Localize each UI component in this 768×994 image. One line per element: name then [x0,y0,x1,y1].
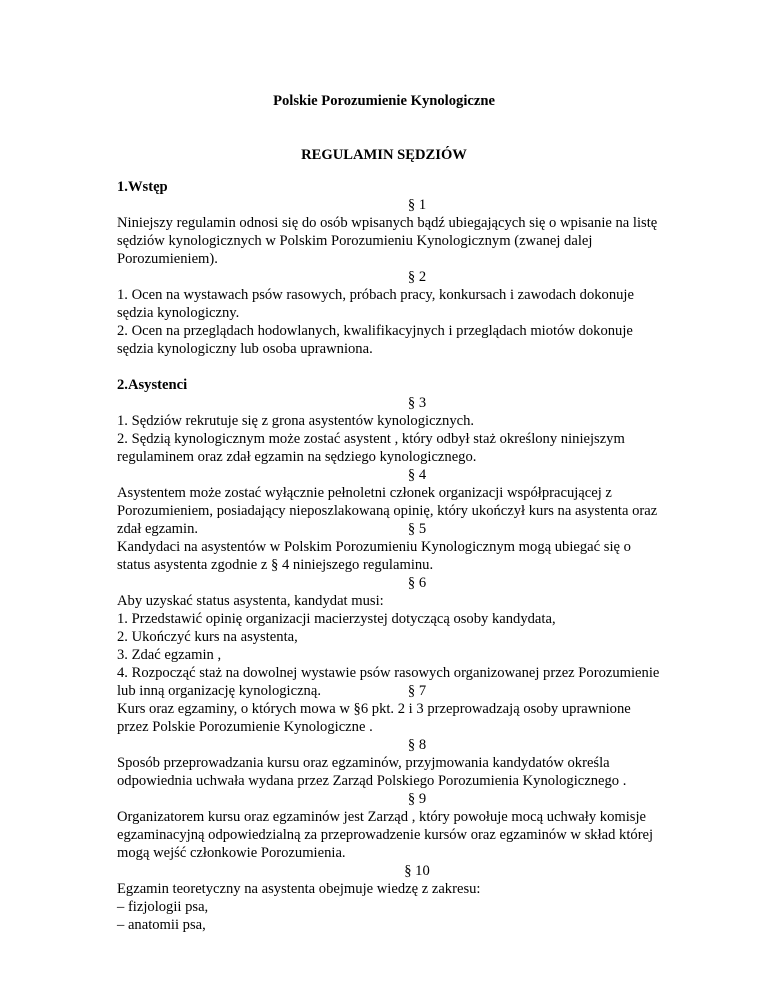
paragraph-mark-4: § 4 [407,467,427,483]
text-line: 3. Zdać egzamin , [117,647,222,663]
text-line: Organizatorem kursu oraz egzaminów jest Zarząd , który powołuje mocą uchwały komisje [117,809,646,825]
paragraph-mark-1: § 1 [407,197,427,213]
paragraph-mark-2: § 2 [407,269,427,285]
text-line: 1. Ocen na wystawach psów rasowych, próbach pracy, konkursach i zawodach dokonuje [117,287,634,303]
section-heading-assistants: 2.Asystenci [117,377,188,393]
paragraph-mark-7: § 7 [407,683,427,699]
text-line: 2. Ukończyć kurs na asystenta, [117,629,298,645]
paragraph-mark-3: § 3 [407,395,427,411]
org-name: Polskie Porozumienie Kynologiczne [273,93,495,109]
text-line: przez Polskie Porozumienie Kynologiczne . [117,719,373,735]
text-line: Porozumieniem). [117,251,218,267]
text-line: Sposób przeprowadzania kursu oraz egzaminów, przyjmowania kandydatów określa [117,755,610,771]
text-line: Asystentem może zostać wyłącznie pełnoletni członek organizacji współpracującej z [117,485,612,501]
section-heading-intro: 1.Wstęp [117,179,168,195]
text-line: sędzia kynologiczny. [117,305,240,321]
text-line: regulaminem oraz zdał egzamin na sędziego kynologicznego. [117,449,477,465]
text-line: 2. Sędzią kynologicznym może zostać asystent , który odbył staż określony niniejszym [117,431,625,447]
text-line: – fizjologii psa, [117,899,209,915]
text-line: 1. Sędziów rekrutuje się z grona asystentów kynologicznych. [117,413,475,429]
paragraph-mark-8: § 8 [407,737,427,753]
paragraph-body-5 [117,538,707,574]
text-line: egzaminacyjną odpowiedzialną za przeprowadzenie kursów oraz egzaminów w skład której [117,827,654,843]
paragraph-mark-5: § 5 [407,521,427,537]
text-line: 2. Ocen na przeglądach hodowlanych, kwalifikacyjnych i przeglądach miotów dokonuje [117,323,633,339]
paragraph-body-3 [117,412,707,466]
paragraph-body-8 [117,754,707,790]
document-title: REGULAMIN SĘDZIÓW [301,147,467,163]
text-line: Porozumieniem, posiadający nieposzlakowaną opinię, który ukończył kurs na asystenta oraz [117,503,658,519]
text-line: Kurs oraz egzaminy, o których mowa w §6 pkt. 2 i 3 przeprowadzają osoby uprawnione [117,701,631,717]
text-line: 1. Przedstawić opinię organizacji macierzystej dotyczącą osoby kandydata, [117,611,556,627]
text-line: sędziów kynologicznych w Polskim Porozumieniu Kynologicznym (zwanej dalej [117,233,593,249]
text-line: sędzia kynologiczny lub osoba uprawniona. [117,341,373,357]
text-line: mogą wejść członkowie Porozumienia. [117,845,346,861]
paragraph-body-7 [117,700,707,736]
text-line: – anatomii psa, [117,917,206,933]
text-line: Kandydaci na asystentów w Polskim Porozumieniu Kynologicznym mogą ubiegać się o [117,539,631,555]
paragraph-mark-10: § 10 [404,863,430,879]
text-line: 4. Rozpocząć staż na dowolnej wystawie psów rasowych organizowanej przez Porozumienie [117,665,660,681]
paragraph-mark-6: § 6 [407,575,427,591]
text-line: status asystenta zgodnie z § 4 niniejszego regulaminu. [117,557,434,573]
text-line: Aby uzyskać status asystenta, kandydat musi: [117,593,384,609]
paragraph-body-2 [117,286,707,358]
paragraph-mark-9: § 9 [407,791,427,807]
text-line: zdał egzamin. [117,521,199,537]
text-line: odpowiednia uchwała wydana przez Zarząd Polskiego Porozumienia Kynologicznego . [117,773,627,789]
text-line: Niniejszy regulamin odnosi się do osób wpisanych bądź ubiegających się o wpisanie na listę [117,215,658,231]
paragraph-body-1 [117,214,707,268]
paragraph-body-10 [117,880,707,934]
text-line: Egzamin teoretyczny na asystenta obejmuje wiedzę z zakresu: [117,881,481,897]
text-line: lub inną organizację kynologiczną. [117,683,321,699]
paragraph-body-9 [117,808,707,862]
